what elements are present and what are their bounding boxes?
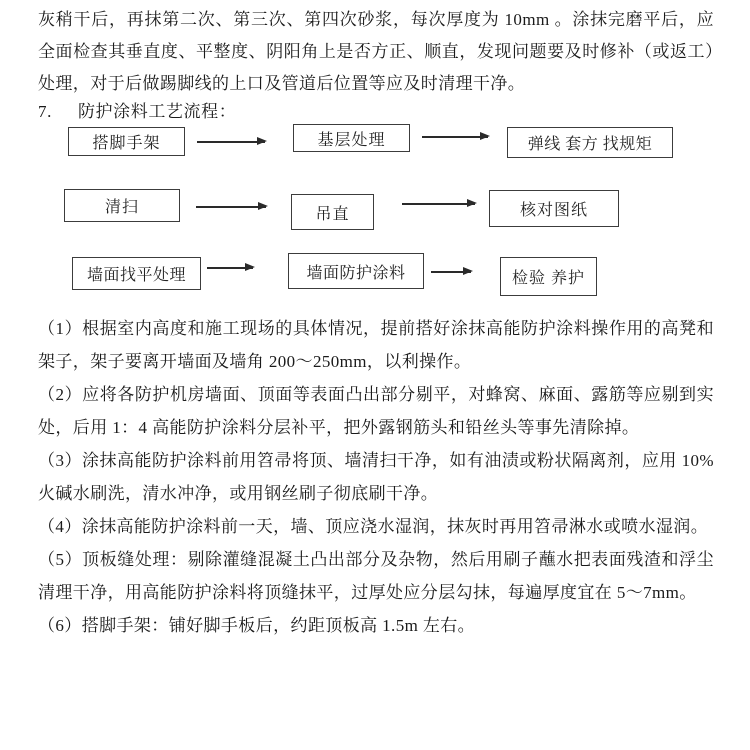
procedure-steps: [38, 312, 714, 642]
step-paragraph-4: （4）涂抹高能防护涂料前一天，墙、顶应浇水湿润，抹灰时再用笤帚淋水或喷水湿润。: [38, 517, 709, 536]
arrow-right-icon: [402, 203, 475, 205]
process-flowchart: [0, 124, 750, 300]
flow-box-scaffolding: 搭脚手架: [68, 127, 185, 156]
step-paragraph-3: （3）涂抹高能防护涂料前用笤帚将顶、墙清扫干净，如有油渍或粉状隔离剂，应用 10%火碱水刷洗，清水冲净，或用钢丝刷子彻底刷干净。: [38, 451, 714, 503]
flow-box-inspection-curing: 检验 养护: [500, 257, 597, 296]
arrow-right-icon: [422, 136, 488, 138]
arrow-right-icon: [196, 206, 266, 208]
step-paragraph-5: （5）顶板缝处理：剔除灌缝混凝土凸出部分及杂物，然后用刷子蘸水把表面残渣和浮尘清理干净，用高能防护涂料将顶缝抹平，过厚处应分层勾抹，每遍厚度宜在 5～7mm。: [38, 550, 714, 602]
flow-box-check-drawings: 核对图纸: [489, 190, 619, 227]
step-paragraph-2: （2）应将各防护机房墙面、顶面等表面凸出部分剔平，对蜂窝、麻面、露筋等应剔到实处，后用 1：4 高能防护涂料分层补平，把外露钢筋头和铅丝头等事先清除掉。: [38, 385, 714, 437]
section-number: 7.: [38, 102, 52, 121]
arrow-right-icon: [207, 267, 253, 269]
step-paragraph-1: （1）根据室内高度和施工现场的具体情况，提前搭好涂抹高能防护涂料操作用的高凳和架子，架子要离开墙面及墙角 200～250mm，以利操作。: [38, 319, 714, 371]
intro-paragraph: 灰稍干后，再抹第二次、第三次、第四次砂浆，每次厚度为 10mm 。涂抹完磨平后，应全面检查其垂直度、平整度、阴阳角上是否方正、顺直，发现问题要及时修补（或返工）处理，对于后做踢脚线的上口及管道后位置等应及时清理干净。: [38, 10, 714, 93]
flow-box-wall-leveling: 墙面找平处理: [72, 257, 201, 290]
flow-box-base-treatment: 基层处理: [293, 124, 410, 152]
arrow-right-icon: [197, 141, 265, 143]
step-paragraph-6: （6）搭脚手架：铺好脚手板后，约距顶板高 1.5m 左右。: [38, 616, 476, 635]
flow-box-sweeping: 清扫: [64, 189, 180, 222]
section-title: 防护涂料工艺流程：: [77, 102, 237, 121]
flow-box-hang-plumb: 吊直: [291, 194, 374, 230]
section-7-heading: [38, 100, 714, 124]
arrow-right-icon: [431, 271, 471, 273]
flow-box-snap-lines-squaring: 弹线 套方 找规矩: [507, 127, 673, 158]
flow-box-wall-protective-coating: 墙面防护涂料: [288, 253, 424, 289]
